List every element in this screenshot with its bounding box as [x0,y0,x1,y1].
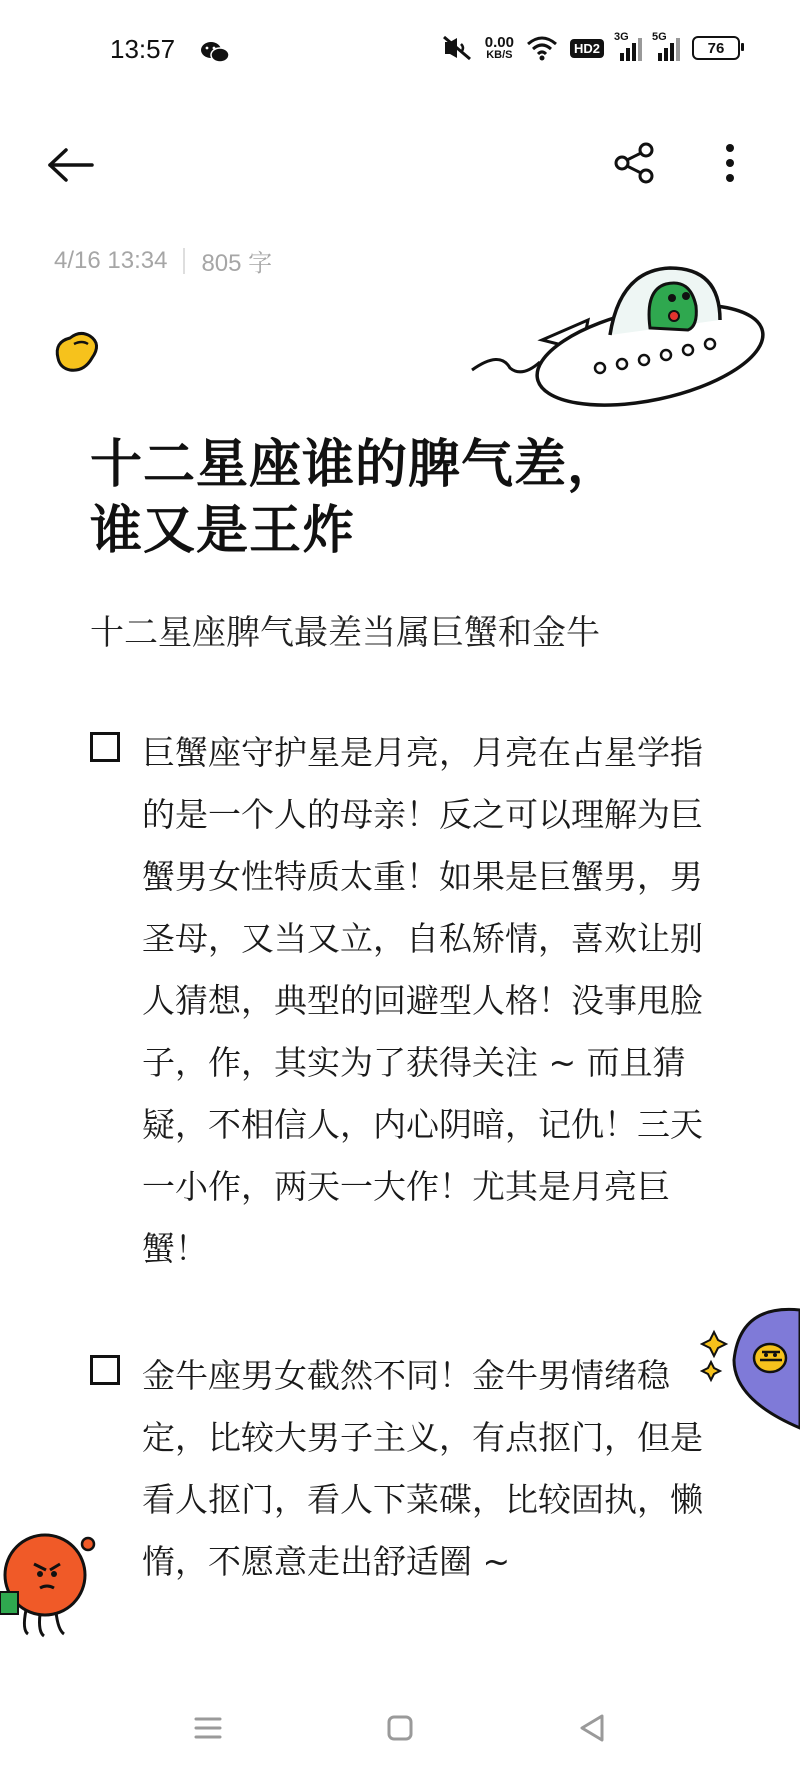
word-count: 805 字 [201,250,273,277]
signal-icon [614,31,642,61]
signal-icon-5g [652,31,680,61]
dinosaur-ufo-sticker [470,250,780,410]
checklist-text[interactable]: 金牛座男女截然不同！金牛男情绪稳定，比较大男子主义，有点抠门，但是看人抠门，看人下菜碟，比较固执，懒惰，不愿意走出舒适圈 ~ [142,1356,703,1581]
net-speed-value: 0.00 [484,34,514,51]
title-line-2: 谁又是王炸 [90,501,356,561]
meta-divider [183,248,185,274]
note-date: 4/16 13:34 [54,246,168,274]
battery-level: 76 [707,39,725,57]
wechat-icon [200,40,230,64]
share-icon[interactable] [610,138,660,188]
checklist-text[interactable]: 巨蟹座守护星是月亮，月亮在占星学指的是一个人的母亲！反之可以理解为巨蟹男女性特质太重！如果是巨蟹男，男圣母，又当又立，自私矫情，喜欢让别人猜想，典型的回避型人格！没事甩脸子，作，其实为了获得关注 ~ 而且猜疑，不相信人，内心阴暗，记仇！三天一小作，两天一大作！尤其是月亮巨蟹！ [142,733,703,1268]
bee-sticker [700,1300,800,1430]
hd-badge: HD2 [570,39,604,58]
signal-label-5g: 5G [652,31,667,43]
bean-sticker [50,328,102,376]
status-time: 13:57 [110,34,176,64]
back-triangle-icon[interactable] [574,1710,610,1746]
checkbox[interactable] [90,732,120,762]
checklist-item [90,1345,730,1593]
menu-icon[interactable] [190,1710,226,1746]
battery-icon [692,36,740,60]
wifi-icon [526,35,558,61]
net-speed [485,35,514,61]
signal-label-3g: 3G [614,31,629,43]
note-subtitle: 十二星座脾气最差当属巨蟹和金牛 [90,613,600,653]
net-speed-unit: KB/S [486,49,513,61]
status-icons [441,31,740,62]
checklist-item [90,722,730,1280]
note-meta [54,243,272,278]
title-line-1: 十二星座谁的脾气差， [90,435,621,495]
note-toolbar [0,120,800,210]
more-vertical-icon[interactable] [710,138,750,188]
back-arrow-icon[interactable] [40,140,100,190]
status-bar [0,0,800,110]
system-nav-bar [0,1680,800,1778]
home-square-icon[interactable] [382,1710,418,1746]
orange-creature-sticker [0,1520,110,1640]
note-title [90,432,710,564]
mute-icon [441,34,473,62]
checkbox[interactable] [90,1355,120,1385]
